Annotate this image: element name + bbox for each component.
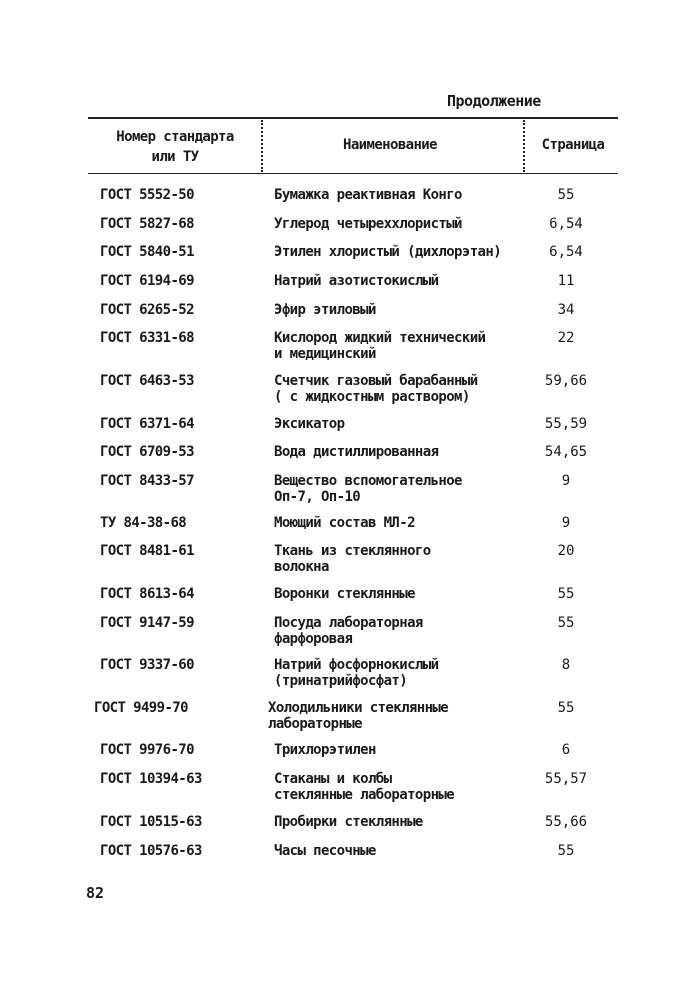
item-name: Трихлорэтилен (274, 742, 376, 758)
standard-number: ГОСТ 5840-51 (100, 244, 194, 260)
standard-number: ГОСТ 10515-63 (100, 814, 202, 830)
page-ref: 55,59 (544, 416, 588, 432)
standard-number: ГОСТ 6709-53 (100, 444, 194, 460)
continuation-label: Продолжение (447, 92, 541, 110)
header-name: Наименование (343, 137, 437, 153)
page-ref: 9 (561, 473, 571, 489)
standard-number: ГОСТ 10394-63 (100, 771, 202, 787)
page-ref: 6,54 (549, 244, 583, 260)
item-name: Воронки стеклянные (274, 586, 415, 602)
page-ref: 59,66 (544, 373, 588, 389)
standard-number: ГОСТ 9147-59 (100, 615, 194, 631)
item-name: Ткань из стеклянного волокна (274, 543, 431, 575)
item-name: Эфир этиловый (274, 302, 376, 318)
page-ref: 55 (557, 700, 575, 716)
item-name: Натрий азотистокислый (274, 273, 439, 289)
item-name: Стаканы и колбы стеклянные лабораторные (274, 771, 455, 803)
page-ref: 55,57 (544, 771, 588, 787)
page-ref: 6,54 (549, 216, 583, 232)
table-header-rule (88, 173, 618, 174)
standard-number: ГОСТ 6331-68 (100, 330, 194, 346)
header-page: Страница (541, 137, 605, 153)
item-name: Углерод четыреххлористый (274, 216, 462, 232)
item-name: Моющий состав МЛ-2 (274, 515, 415, 531)
standard-number: ГОСТ 6194-69 (100, 273, 194, 289)
page-ref: 55 (557, 187, 575, 203)
item-name: Посуда лабораторная фарфоровая (274, 615, 423, 647)
column-separator (261, 120, 263, 172)
page-ref: 54,65 (544, 444, 588, 460)
page-number: 82 (86, 884, 105, 902)
item-name: Пробирки стеклянные (274, 814, 423, 830)
standard-number: ГОСТ 9976-70 (100, 742, 194, 758)
header-standard: Номер стандарта или ТУ (116, 129, 234, 165)
page-ref: 6 (561, 742, 571, 758)
standard-number: ГОСТ 8613-64 (100, 586, 194, 602)
item-name: Часы песочные (274, 843, 376, 859)
page-ref: 55 (557, 843, 575, 859)
page-ref: 22 (557, 330, 575, 346)
item-name: Вещество вспомогательное Оп-7, Оп-10 (274, 473, 462, 505)
item-name: Вода дистиллированная (274, 444, 439, 460)
item-name: Натрий фосфорнокислый (тринатрийфосфат) (274, 657, 439, 689)
standard-number: ГОСТ 9337-60 (100, 657, 194, 673)
page-ref: 55 (557, 586, 575, 602)
page-ref: 8 (561, 657, 571, 673)
standard-number: ГОСТ 8481-61 (100, 543, 194, 559)
item-name: Счетчик газовый барабанный ( с жидкостным раствором) (274, 373, 478, 405)
standard-number: ГОСТ 6371-64 (100, 416, 194, 432)
standard-number: ГОСТ 10576-63 (100, 843, 202, 859)
table-top-rule (88, 117, 618, 119)
page-ref: 55,66 (544, 814, 588, 830)
standard-number: ГОСТ 8433-57 (100, 473, 194, 489)
page-ref: 20 (557, 543, 575, 559)
standard-number: ГОСТ 5552-50 (100, 187, 194, 203)
item-name: Этилен хлористый (дихлорэтан) (274, 244, 502, 260)
item-name: Эксикатор (274, 416, 345, 432)
page-ref: 34 (557, 302, 575, 318)
standard-number: ТУ 84-38-68 (100, 515, 187, 531)
item-name: Кислород жидкий технический и медицинский (274, 330, 486, 362)
item-name: Бумажка реактивная Конго (274, 187, 462, 203)
standard-number: ГОСТ 5827-68 (100, 216, 194, 232)
standard-number: ГОСТ 6265-52 (100, 302, 194, 318)
standard-number: ГОСТ 6463-53 (100, 373, 194, 389)
page-ref: 9 (561, 515, 571, 531)
page-ref: 55 (557, 615, 575, 631)
standard-number: ГОСТ 9499-70 (94, 700, 188, 716)
column-separator (523, 120, 525, 172)
item-name: Холодильники стеклянные лабораторные (268, 700, 449, 732)
page-ref: 11 (557, 273, 575, 289)
